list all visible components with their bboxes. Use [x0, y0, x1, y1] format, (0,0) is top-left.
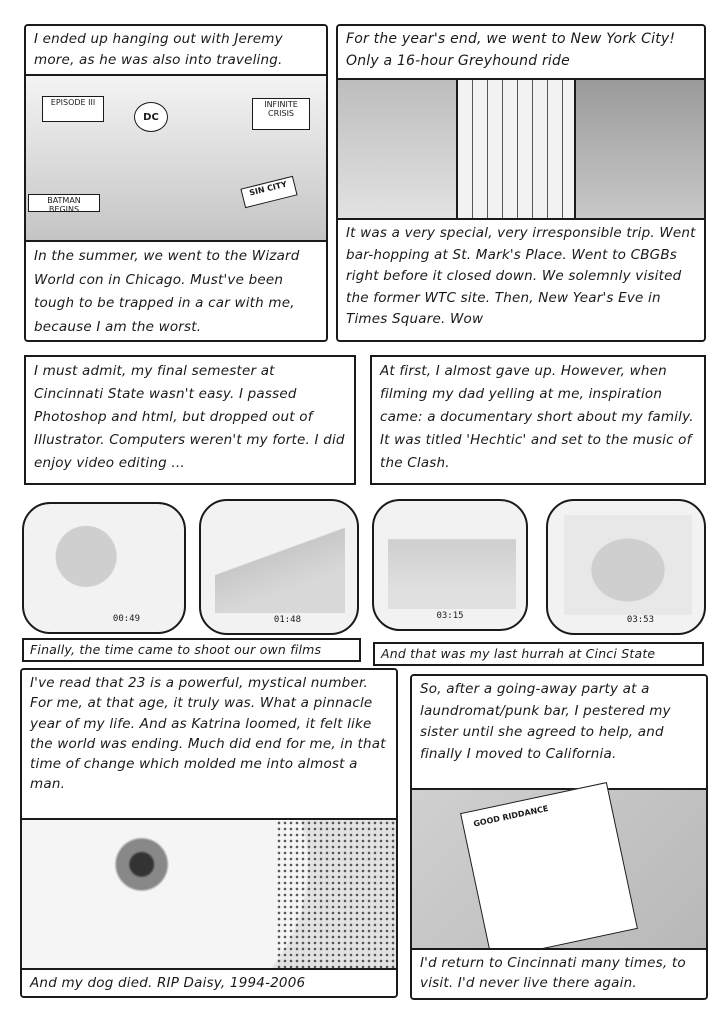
caption-going-away-party: So, after a going-away party at a laundromat/punk bar, I pestered my sister until she agreed to help, and finally I moved to California. [412, 676, 706, 790]
halftone-background [276, 820, 396, 968]
flyer-title: GOOD RIDDANCE [472, 803, 550, 829]
caption-return-to-cincinnati: I'd return to Cincinnati many times, to visit. I'd never live there again. [412, 948, 706, 998]
panel-moved-to-california [410, 674, 708, 1000]
sign-infinite-crisis: INFINITE CRISIS [252, 98, 310, 130]
good-riddance-flyer [460, 782, 638, 960]
wtc-fence-illustration [458, 80, 576, 240]
caption-rip-daisy: And my dog died. RIP Daisy, 1994-2006 [22, 968, 396, 996]
tv-frame-2 [199, 499, 359, 635]
tv-frame-3 [372, 499, 528, 631]
panel-wizard-world [24, 24, 328, 342]
tv-frame-1 [22, 502, 186, 634]
caption-new-york: For the year's end, we went to New York City! Only a 16-hour Greyhound ride [338, 26, 704, 80]
tv-timestamp: 03:53 [626, 615, 654, 625]
sign-sin-city: SIN CITY [240, 176, 297, 208]
tv-timestamp: 00:49 [112, 614, 140, 624]
flyer-background [412, 790, 706, 948]
close-up-eye-illustration [22, 820, 396, 968]
family-on-couch-illustration [388, 531, 516, 609]
sign-batman-begins: BATMAN BEGINS [28, 194, 100, 212]
woman-in-armchair-illustration [564, 515, 692, 615]
caption-final-semester: I must admit, my final semester at Cincinnati State wasn't easy. I passed Photoshop and html, but dropped out of Illustrator. Computers weren't my forte. I did enjoy video editing ... [24, 355, 356, 485]
caption-irresponsible-trip: It was a very special, very irresponsible trip. Went bar-hopping at St. Mark's Place. Went to CBGBs right before it closed down. We solemnly visited the former WTC site. Then, New Year's Eve in Times Square. Wow [338, 218, 704, 340]
convention-crowd-illustration [26, 74, 326, 264]
man-with-sunglasses-illustration [42, 518, 168, 614]
sign-episode: EPISODE III [42, 96, 104, 122]
caption-documentary: At first, I almost gave up. However, when filming my dad yelling at me, inspiration came: a documentary short about my family. It was titled 'Hechtic' and set to the music of the Clash. [370, 355, 706, 485]
caption-traveling: I ended up hanging out with Jeremy more, as he was also into traveling. [26, 26, 326, 76]
caption-number-23: I've read that 23 is a powerful, mystical number. For me, at that age, it truly was. What a pinnacle year of my life. And as Katrina loomed, it felt like the world was ending. Much did end for me, in that time of change which molded me into almost a man. [22, 670, 396, 820]
tv-timestamp: 03:15 [436, 611, 464, 621]
panel-dog-died [20, 668, 398, 998]
caption-last-hurrah: And that was my last hurrah at Cinci State [373, 642, 704, 666]
tv-timestamp: 01:48 [273, 615, 301, 625]
woman-on-bed-illustration [215, 517, 345, 613]
caption-wizard-world: In the summer, we went to the Wizard World con in Chicago. Must've been tough to be trapped in a car with me, because I am the worst. [26, 240, 326, 340]
times-square-illustration [338, 80, 458, 240]
sign-dc-logo: DC [134, 102, 168, 132]
tv-frame-4 [546, 499, 706, 635]
cbgb-portrait-illustration [576, 80, 704, 240]
panel-new-york [336, 24, 706, 342]
caption-shoot-films: Finally, the time came to shoot our own films [22, 638, 361, 662]
